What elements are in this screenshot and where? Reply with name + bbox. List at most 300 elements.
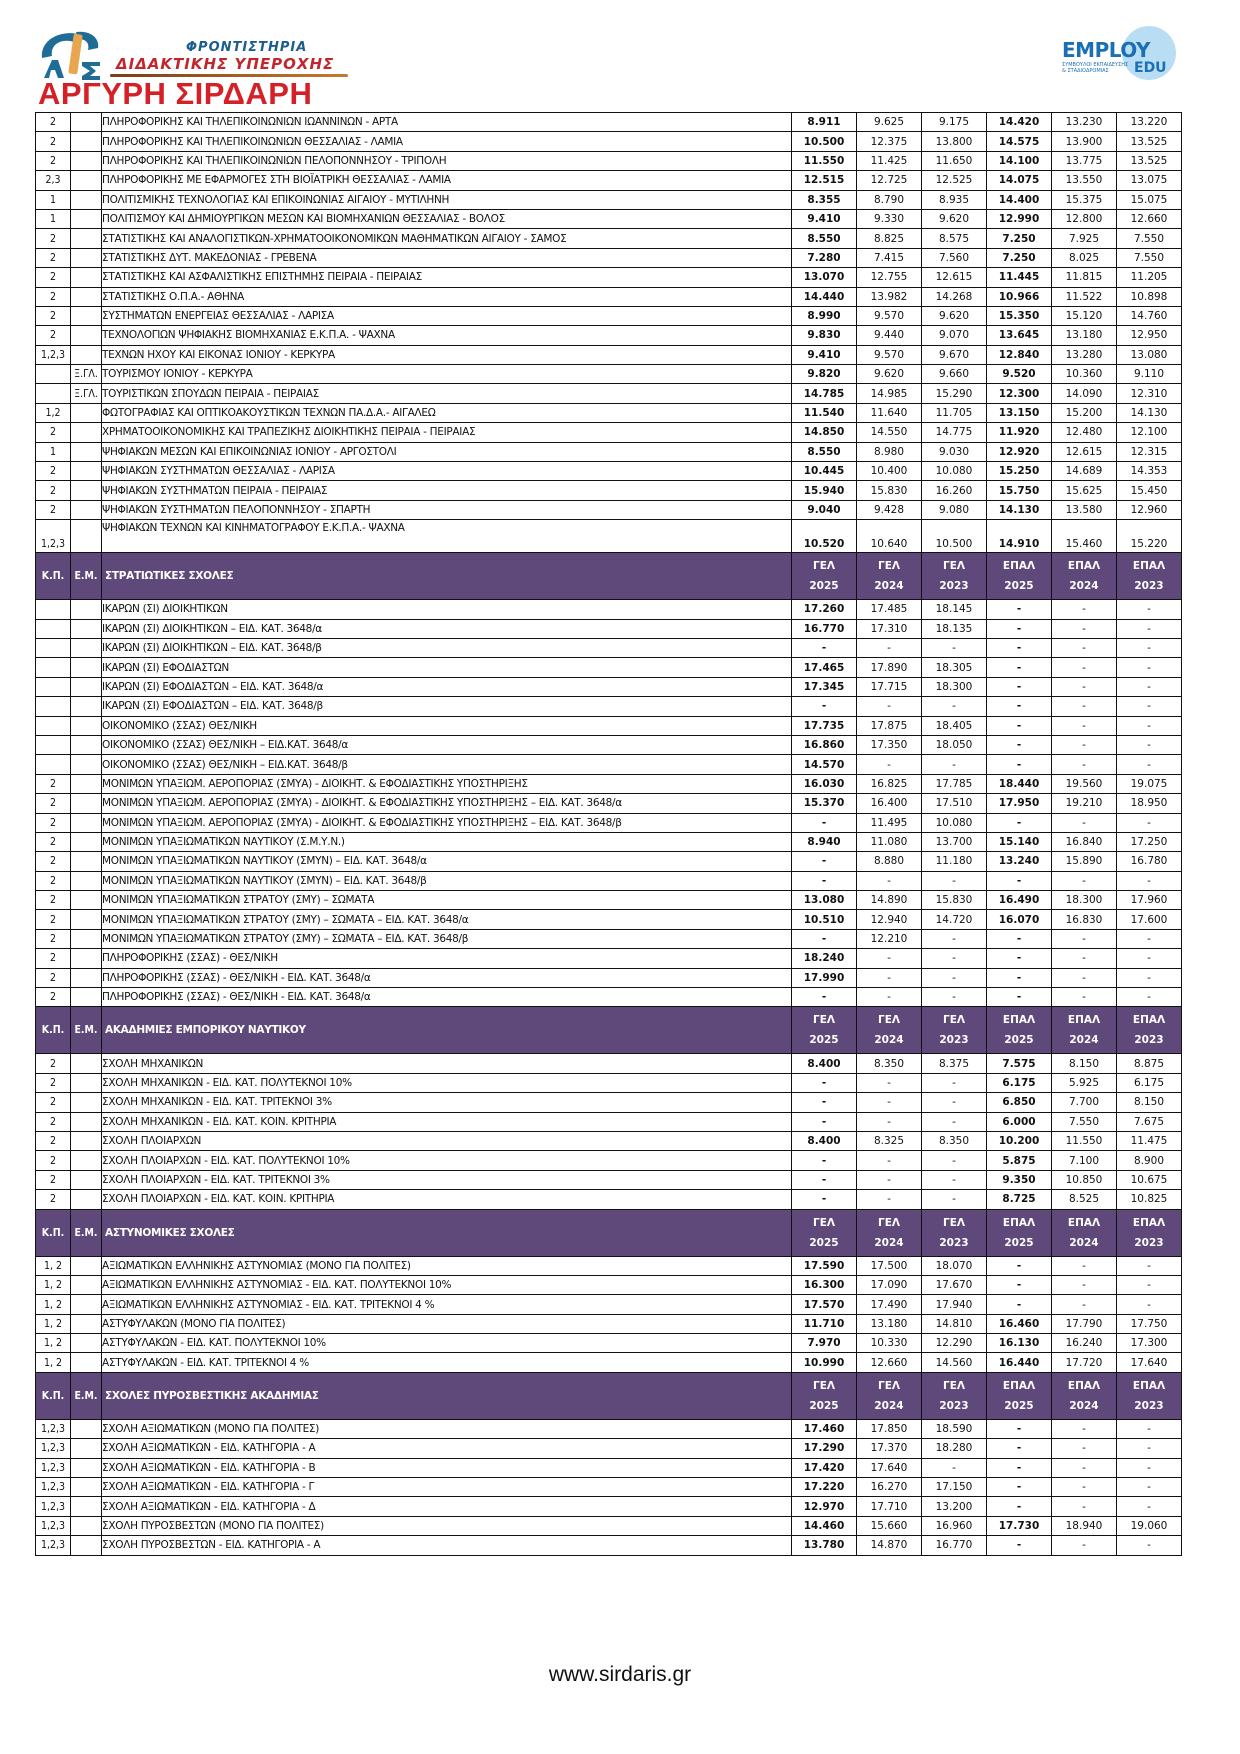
- score-cell: 19.560: [1052, 774, 1117, 793]
- table-row: [36, 1334, 1182, 1353]
- score-cell: 13.280: [1052, 345, 1117, 364]
- score-cell: 17.345: [792, 677, 857, 696]
- score-cell: 11.445: [987, 268, 1052, 287]
- score-cell: -: [922, 755, 987, 774]
- column-header-type: ΓΕΛ: [878, 1379, 900, 1392]
- field-kp-cell: 1: [36, 209, 71, 228]
- score-cell: 8.935: [922, 190, 987, 209]
- score-cell: 18.590: [922, 1419, 987, 1438]
- section-title: ΑΣΤΥΝΟΜΙΚΕΣ ΣΧΟΛΕΣ: [102, 1209, 792, 1256]
- score-cell: -: [1117, 600, 1182, 619]
- score-cell: -: [922, 1093, 987, 1112]
- field-kp-cell: [36, 600, 71, 619]
- score-cell: 15.750: [987, 481, 1052, 500]
- score-cell: 13.200: [922, 1497, 987, 1516]
- score-cell: 14.910: [987, 520, 1052, 553]
- department-name-cell: ΙΚΑΡΩΝ (ΣΙ) ΕΦΟΔΙΑΣΤΩΝ – ΕΙΔ. ΚΑΤ. 3648/β: [102, 697, 792, 716]
- column-header-kp: Κ.Π.: [36, 1209, 71, 1256]
- score-cell: -: [792, 929, 857, 948]
- score-cell: -: [1052, 1439, 1117, 1458]
- score-cell: 18.145: [922, 600, 987, 619]
- special-marker-cell: [71, 345, 102, 364]
- score-cell: 17.250: [1117, 832, 1182, 851]
- score-cell: 17.785: [922, 774, 987, 793]
- field-kp-cell: 1,2: [36, 403, 71, 422]
- footer-website[interactable]: www.sirdaris.gr: [548, 1663, 692, 1686]
- special-marker-cell: [71, 209, 102, 228]
- score-cell: 17.290: [792, 1439, 857, 1458]
- score-cell: 17.310: [857, 619, 922, 638]
- column-header-type: ΕΠΑΛ: [1132, 1379, 1166, 1392]
- score-cell: 8.375: [922, 1054, 987, 1073]
- special-marker-cell: [71, 442, 102, 461]
- score-cell: 10.520: [792, 520, 857, 553]
- department-name-cell: ΟΙΚΟΝΟΜΙΚΟ (ΣΣΑΣ) ΘΕΣ/ΝΙΚΗ – ΕΙΔ.ΚΑΤ. 3648/β: [102, 755, 792, 774]
- score-cell: 9.625: [857, 113, 922, 132]
- score-cell: -: [1117, 1439, 1182, 1458]
- score-cell: 14.353: [1117, 462, 1182, 481]
- score-cell: 10.675: [1117, 1170, 1182, 1189]
- logo-tagline-top: ΦΡΟΝΤΙΣΤΗΡΙΑ: [186, 40, 308, 55]
- department-name-cell: ΣΧΟΛΗ ΠΛΟΙΑΡΧΩΝ: [102, 1131, 792, 1150]
- special-marker-cell: [71, 929, 102, 948]
- score-cell: 5.875: [987, 1151, 1052, 1170]
- field-kp-cell: 2: [36, 306, 71, 325]
- score-cell: 8.575: [922, 229, 987, 248]
- score-cell: 17.350: [857, 735, 922, 754]
- score-cell: 16.240: [1052, 1334, 1117, 1353]
- column-header-type: ΕΠΑΛ: [1002, 1379, 1036, 1392]
- column-header-type: ΓΕΛ: [813, 560, 835, 573]
- score-cell: 15.375: [1052, 190, 1117, 209]
- score-cell: 9.080: [922, 500, 987, 519]
- score-cell: 17.420: [792, 1458, 857, 1477]
- score-cell: -: [857, 755, 922, 774]
- score-cell: 13.525: [1117, 151, 1182, 170]
- score-cell: 17.790: [1052, 1314, 1117, 1333]
- department-name-cell: ΑΞΙΩΜΑΤΙΚΩΝ ΕΛΛΗΝΙΚΗΣ ΑΣΤΥΝΟΜΙΑΣ - ΕΙΔ. ΚΑΤ. ΤΡΙΤΕΚΝΟΙ 4 %: [102, 1295, 792, 1314]
- column-header-year: 2024: [1069, 1236, 1099, 1249]
- score-cell: -: [987, 619, 1052, 638]
- score-cell: 7.700: [1052, 1093, 1117, 1112]
- field-kp-cell: 1: [36, 190, 71, 209]
- field-kp-cell: 2: [36, 871, 71, 890]
- score-cell: 17.485: [857, 600, 922, 619]
- score-cell: 8.875: [1117, 1054, 1182, 1073]
- special-marker-cell: [71, 462, 102, 481]
- score-cell: -: [1052, 697, 1117, 716]
- score-cell: 11.550: [792, 151, 857, 170]
- field-kp-cell: [36, 697, 71, 716]
- score-cell: 16.260: [922, 481, 987, 500]
- field-kp-cell: 2: [36, 1151, 71, 1170]
- score-cell: 9.820: [792, 365, 857, 384]
- score-cell: -: [857, 988, 922, 1007]
- field-kp-cell: 2: [36, 1112, 71, 1131]
- score-cell: 9.030: [922, 442, 987, 461]
- score-cell: 15.120: [1052, 306, 1117, 325]
- table-row: [36, 1353, 1182, 1372]
- department-name-cell: ΙΚΑΡΩΝ (ΣΙ) ΔΙΟΙΚΗΤΙΚΩΝ: [102, 600, 792, 619]
- department-name-cell: ΣΧΟΛΗ ΑΞΙΩΜΑΤΙΚΩΝ - ΕΙΔ. ΚΑΤΗΓΟΡΙΑ - Γ: [102, 1478, 792, 1497]
- department-name-cell: ΙΚΑΡΩΝ (ΣΙ) ΕΦΟΔΙΑΣΤΩΝ – ΕΙΔ. ΚΑΤ. 3648/α: [102, 677, 792, 696]
- special-marker-cell: [71, 1497, 102, 1516]
- field-kp-cell: 2: [36, 774, 71, 793]
- department-name-cell: ΣΤΑΤΙΣΤΙΚΗΣ ΚΑΙ ΑΝΑΛΟΓΙΣΤΙΚΩΝ-ΧΡΗΜΑΤΟΟΙΚΟΝΟΜΙΚΩΝ ΜΑΘΗΜΑΤΙΚΩΝ ΑΙΓΑΙΟΥ - ΣΑΜΟΣ: [102, 229, 792, 248]
- score-cell: -: [792, 638, 857, 657]
- score-cell: 13.550: [1052, 171, 1117, 190]
- score-cell: 14.720: [922, 910, 987, 929]
- score-cell: 13.780: [792, 1536, 857, 1555]
- table-row: [36, 968, 1182, 987]
- field-kp-cell: [36, 384, 71, 403]
- department-name-cell: ΣΤΑΤΙΣΤΙΚΗΣ Ο.Π.Α.- ΑΘΗΝΑ: [102, 287, 792, 306]
- score-cell: 17.875: [857, 716, 922, 735]
- score-cell: -: [922, 929, 987, 948]
- column-header-year: 2024: [874, 1034, 904, 1047]
- score-cell: 13.800: [922, 132, 987, 151]
- department-name-cell: ΠΟΛΙΤΙΣΜΙΚΗΣ ΤΕΧΝΟΛΟΓΙΑΣ ΚΑΙ ΕΠΙΚΟΙΝΩΝΙΑΣ ΑΙΓΑΙΟΥ - ΜΥΤΙΛΗΝΗ: [102, 190, 792, 209]
- score-cell: 12.960: [1117, 500, 1182, 519]
- score-cell: 14.130: [987, 500, 1052, 519]
- field-kp-cell: [36, 365, 71, 384]
- score-cell: 6.850: [987, 1093, 1052, 1112]
- logo-name: ΑΡΓΥΡΗ ΣΙΡΔΑΡΗ: [38, 76, 313, 111]
- score-cell: 16.400: [857, 794, 922, 813]
- column-header-type: ΓΕΛ: [943, 560, 965, 573]
- score-cell: 16.440: [987, 1353, 1052, 1372]
- score-cell: 9.175: [922, 113, 987, 132]
- score-cell: 18.050: [922, 735, 987, 754]
- score-cell: 12.480: [1052, 423, 1117, 442]
- score-cell: 13.230: [1052, 113, 1117, 132]
- special-marker-cell: [71, 697, 102, 716]
- score-cell: 17.220: [792, 1478, 857, 1497]
- score-cell: -: [792, 1073, 857, 1092]
- department-name-cell: ΤΟΥΡΙΣΤΙΚΩΝ ΣΠΟΥΔΩΝ ΠΕΙΡΑΙΑ - ΠΕΙΡΑΙΑΣ: [102, 384, 792, 403]
- column-header-year: 2025: [1004, 1034, 1034, 1047]
- score-cell: -: [987, 1497, 1052, 1516]
- score-cell: 14.985: [857, 384, 922, 403]
- table-row: [36, 520, 1182, 553]
- admission-scores-table: [35, 112, 1182, 1556]
- score-cell: 7.250: [987, 248, 1052, 267]
- column-header-year: 2024: [874, 1399, 904, 1412]
- score-cell: 16.860: [792, 735, 857, 754]
- score-cell: 9.330: [857, 209, 922, 228]
- table-row: [36, 1256, 1182, 1275]
- score-cell: 13.525: [1117, 132, 1182, 151]
- score-cell: -: [922, 1170, 987, 1189]
- department-name-cell: ΠΛΗΡΟΦΟΡΙΚΗΣ (ΣΣΑΣ) - ΘΕΣ/ΝΙΚΗ: [102, 949, 792, 968]
- column-header-value: [792, 1007, 857, 1054]
- table-row: [36, 716, 1182, 735]
- column-header-type: ΓΕΛ: [813, 1014, 835, 1027]
- department-name-cell: ΨΗΦΙΑΚΩΝ ΣΥΣΤΗΜΑΤΩΝ ΠΕΙΡΑΙΑ - ΠΕΙΡΑΙΑΣ: [102, 481, 792, 500]
- score-cell: 18.300: [1052, 891, 1117, 910]
- score-cell: 10.850: [1052, 1170, 1117, 1189]
- field-kp-cell: [36, 619, 71, 638]
- score-cell: -: [857, 638, 922, 657]
- field-kp-cell: 1,2,3: [36, 1439, 71, 1458]
- field-kp-cell: 2: [36, 248, 71, 267]
- department-name-cell: ΣΧΟΛΗ ΑΞΙΩΜΑΤΙΚΩΝ - ΕΙΔ. ΚΑΤΗΓΟΡΙΑ - Α: [102, 1439, 792, 1458]
- column-header-type: ΓΕΛ: [943, 1216, 965, 1229]
- score-cell: 11.640: [857, 403, 922, 422]
- score-cell: 14.420: [987, 113, 1052, 132]
- score-cell: -: [1052, 677, 1117, 696]
- column-header-value: [857, 553, 922, 600]
- score-cell: 18.940: [1052, 1516, 1117, 1535]
- department-name-cell: ΨΗΦΙΑΚΩΝ ΣΥΣΤΗΜΑΤΩΝ ΘΕΣΣΑΛΙΑΣ - ΛΑΡΙΣΑ: [102, 462, 792, 481]
- section-header-row: [36, 1372, 1182, 1419]
- score-cell: -: [1052, 1275, 1117, 1294]
- score-cell: 12.940: [857, 910, 922, 929]
- column-header-type: ΕΠΑΛ: [1067, 1216, 1101, 1229]
- department-name-cell: ΣΤΑΤΙΣΤΙΚΗΣ ΔΥΤ. ΜΑΚΕΔΟΝΙΑΣ - ΓΡΕΒΕΝΑ: [102, 248, 792, 267]
- field-kp-cell: 2: [36, 968, 71, 987]
- score-cell: -: [792, 871, 857, 890]
- table-row: [36, 988, 1182, 1007]
- table-row: [36, 113, 1182, 132]
- score-cell: 15.250: [987, 462, 1052, 481]
- score-cell: -: [987, 1458, 1052, 1477]
- column-header-value: [1052, 1209, 1117, 1256]
- special-marker-cell: [71, 774, 102, 793]
- score-cell: 10.825: [1117, 1190, 1182, 1209]
- score-cell: 10.898: [1117, 287, 1182, 306]
- department-name-cell: ΑΞΙΩΜΑΤΙΚΩΝ ΕΛΛΗΝΙΚΗΣ ΑΣΤΥΝΟΜΙΑΣ - ΕΙΔ. ΚΑΤ. ΠΟΛΥΤΕΚΝΟΙ 10%: [102, 1275, 792, 1294]
- field-kp-cell: 2: [36, 481, 71, 500]
- score-cell: -: [1052, 658, 1117, 677]
- score-cell: 12.315: [1117, 442, 1182, 461]
- column-header-year: 2023: [939, 1236, 969, 1249]
- score-cell: 8.025: [1052, 248, 1117, 267]
- score-cell: -: [1117, 988, 1182, 1007]
- score-cell: 11.815: [1052, 268, 1117, 287]
- score-cell: 14.100: [987, 151, 1052, 170]
- score-cell: 8.325: [857, 1131, 922, 1150]
- score-cell: 9.070: [922, 326, 987, 345]
- score-cell: 17.300: [1117, 1334, 1182, 1353]
- field-kp-cell: 2: [36, 462, 71, 481]
- field-kp-cell: 2: [36, 326, 71, 345]
- column-header-value: [857, 1007, 922, 1054]
- column-header-year: 2025: [1004, 1399, 1034, 1412]
- score-cell: 15.830: [922, 891, 987, 910]
- column-header-year: 2023: [1134, 1399, 1164, 1412]
- column-header-type: ΕΠΑΛ: [1002, 1014, 1036, 1027]
- score-cell: 12.990: [987, 209, 1052, 228]
- score-cell: 15.290: [922, 384, 987, 403]
- column-header-em: Ε.Μ.: [71, 553, 102, 600]
- field-kp-cell: 2: [36, 500, 71, 519]
- column-header-year: 2024: [1069, 1399, 1099, 1412]
- field-kp-cell: 1, 2: [36, 1314, 71, 1333]
- special-marker-cell: [71, 1516, 102, 1535]
- department-name-cell: ΜΟΝΙΜΩΝ ΥΠΑΞΙΩΜΑΤΙΚΩΝ ΝΑΥΤΙΚΟΥ (Σ.Μ.Υ.Ν.): [102, 832, 792, 851]
- field-kp-cell: 2: [36, 852, 71, 871]
- score-cell: 11.540: [792, 403, 857, 422]
- score-cell: 12.300: [987, 384, 1052, 403]
- column-header-em: Ε.Μ.: [71, 1007, 102, 1054]
- score-cell: -: [1052, 1295, 1117, 1314]
- department-name-cell: ΣΤΑΤΙΣΤΙΚΗΣ ΚΑΙ ΑΣΦΑΛΙΣΤΙΚΗΣ ΕΠΙΣΤΗΜΗΣ ΠΕΙΡΑΙΑ - ΠΕΙΡΑΙΑΣ: [102, 268, 792, 287]
- score-cell: 17.710: [857, 1497, 922, 1516]
- column-header-year: 2024: [1069, 580, 1099, 593]
- score-cell: 7.970: [792, 1334, 857, 1353]
- score-cell: 10.200: [987, 1131, 1052, 1150]
- column-header-value: [987, 1372, 1052, 1419]
- field-kp-cell: 2: [36, 988, 71, 1007]
- score-cell: 9.350: [987, 1170, 1052, 1189]
- score-cell: 7.100: [1052, 1151, 1117, 1170]
- score-cell: 7.550: [1052, 1112, 1117, 1131]
- table-row: [36, 697, 1182, 716]
- special-marker-cell: [71, 949, 102, 968]
- score-cell: 12.840: [987, 345, 1052, 364]
- score-cell: 7.550: [1117, 248, 1182, 267]
- score-cell: 17.850: [857, 1419, 922, 1438]
- column-header-value: [1052, 1007, 1117, 1054]
- score-cell: 12.310: [1117, 384, 1182, 403]
- field-kp-cell: 1, 2: [36, 1334, 71, 1353]
- score-cell: 11.495: [857, 813, 922, 832]
- score-cell: -: [987, 988, 1052, 1007]
- table-row: [36, 403, 1182, 422]
- table-row: [36, 209, 1182, 228]
- column-header-value: [792, 1209, 857, 1256]
- special-marker-cell: [71, 171, 102, 190]
- field-kp-cell: 2: [36, 1170, 71, 1189]
- score-cell: -: [987, 735, 1052, 754]
- column-header-type: ΓΕΛ: [878, 1014, 900, 1027]
- score-cell: 16.130: [987, 1334, 1052, 1353]
- score-cell: 12.525: [922, 171, 987, 190]
- score-cell: 9.520: [987, 365, 1052, 384]
- department-name-cell: ΠΟΛΙΤΙΣΜΟΥ ΚΑΙ ΔΗΜΙΟΥΡΓΙΚΩΝ ΜΕΣΩΝ ΚΑΙ ΒΙΟΜΗΧΑΝΙΩΝ ΘΕΣΣΑΛΙΑΣ - ΒΟΛΟΣ: [102, 209, 792, 228]
- column-header-year: 2025: [809, 1034, 839, 1047]
- department-name-cell: ΣΧΟΛΗ ΜΗΧΑΝΙΚΩΝ: [102, 1054, 792, 1073]
- department-name-cell: ΣΧΟΛΗ ΠΥΡΟΣΒΕΣΤΩΝ (ΜΟΝΟ ΓΙΑ ΠΟΛΙΤΕΣ): [102, 1516, 792, 1535]
- score-cell: 13.775: [1052, 151, 1117, 170]
- table-row: [36, 132, 1182, 151]
- score-cell: 15.370: [792, 794, 857, 813]
- score-cell: 7.250: [987, 229, 1052, 248]
- score-cell: 17.750: [1117, 1314, 1182, 1333]
- department-name-cell: ΣΧΟΛΗ ΑΞΙΩΜΑΤΙΚΩΝ - ΕΙΔ. ΚΑΤΗΓΟΡΙΑ - Β: [102, 1458, 792, 1477]
- score-cell: -: [1117, 697, 1182, 716]
- score-cell: 12.920: [987, 442, 1052, 461]
- score-cell: 14.550: [857, 423, 922, 442]
- score-cell: -: [922, 1458, 987, 1477]
- score-cell: 16.270: [857, 1478, 922, 1497]
- score-cell: 14.090: [1052, 384, 1117, 403]
- column-header-year: 2025: [1004, 580, 1034, 593]
- special-marker-cell: [71, 1170, 102, 1189]
- table-row: [36, 891, 1182, 910]
- special-marker-cell: [71, 677, 102, 696]
- score-cell: -: [1117, 1256, 1182, 1275]
- score-cell: 11.180: [922, 852, 987, 871]
- field-kp-cell: 1,2,3: [36, 520, 71, 553]
- table-row: [36, 190, 1182, 209]
- score-cell: -: [792, 1093, 857, 1112]
- special-marker-cell: [71, 306, 102, 325]
- score-cell: 6.175: [987, 1073, 1052, 1092]
- score-cell: 14.890: [857, 891, 922, 910]
- field-kp-cell: 1,2,3: [36, 1497, 71, 1516]
- score-cell: -: [1117, 755, 1182, 774]
- score-cell: 8.150: [1052, 1054, 1117, 1073]
- field-kp-cell: 2: [36, 1093, 71, 1112]
- score-cell: 8.980: [857, 442, 922, 461]
- score-cell: 11.920: [987, 423, 1052, 442]
- section-header-row: [36, 1007, 1182, 1054]
- column-header-type: ΓΕΛ: [813, 1216, 835, 1229]
- score-cell: 13.982: [857, 287, 922, 306]
- score-cell: 10.330: [857, 1334, 922, 1353]
- score-cell: -: [1052, 1497, 1117, 1516]
- score-cell: -: [1117, 1536, 1182, 1555]
- table-row: [36, 306, 1182, 325]
- score-cell: 6.000: [987, 1112, 1052, 1131]
- department-name-cell: ΣΧΟΛΗ ΑΞΙΩΜΑΤΙΚΩΝ (ΜΟΝΟ ΓΙΑ ΠΟΛΙΤΕΣ): [102, 1419, 792, 1438]
- special-marker-cell: [71, 891, 102, 910]
- special-marker-cell: [71, 229, 102, 248]
- department-name-cell: ΣΧΟΛΗ ΠΥΡΟΣΒΕΣΤΩΝ - ΕΙΔ. ΚΑΤΗΓΟΡΙΑ - Α: [102, 1536, 792, 1555]
- special-marker-cell: [71, 151, 102, 170]
- score-cell: 17.730: [987, 1516, 1052, 1535]
- score-cell: 7.280: [792, 248, 857, 267]
- table-row: [36, 442, 1182, 461]
- score-cell: -: [792, 1170, 857, 1189]
- score-cell: 8.550: [792, 442, 857, 461]
- field-kp-cell: 1, 2: [36, 1275, 71, 1294]
- score-cell: -: [922, 1151, 987, 1170]
- special-marker-cell: [71, 1536, 102, 1555]
- score-cell: 9.830: [792, 326, 857, 345]
- table-row: [36, 1131, 1182, 1150]
- section-title: ΣΧΟΛΕΣ ΠΥΡΟΣΒΕΣΤΙΚΗΣ ΑΚΑΔΗΜΙΑΣ: [102, 1372, 792, 1419]
- department-name-cell: ΠΛΗΡΟΦΟΡΙΚΗΣ ΜΕ ΕΦΑΡΜΟΓΕΣ ΣΤΗ ΒΙΟΪΑΤΡΙΚΗ ΘΕΣΣΑΛΙΑΣ - ΛΑΜΙΑ: [102, 171, 792, 190]
- score-cell: 16.070: [987, 910, 1052, 929]
- field-kp-cell: 1: [36, 442, 71, 461]
- table-row: [36, 384, 1182, 403]
- special-marker-cell: [71, 287, 102, 306]
- score-cell: 8.990: [792, 306, 857, 325]
- score-cell: 18.440: [987, 774, 1052, 793]
- field-kp-cell: 2: [36, 1190, 71, 1209]
- table-row: [36, 462, 1182, 481]
- column-header-type: ΓΕΛ: [943, 1379, 965, 1392]
- score-cell: -: [1117, 677, 1182, 696]
- score-cell: 9.620: [857, 365, 922, 384]
- field-kp-cell: 1, 2: [36, 1295, 71, 1314]
- score-cell: 11.550: [1052, 1131, 1117, 1150]
- special-marker-cell: [71, 403, 102, 422]
- score-cell: 17.090: [857, 1275, 922, 1294]
- column-header-year: 2024: [874, 1236, 904, 1249]
- department-name-cell: ΣΧΟΛΗ ΑΞΙΩΜΑΤΙΚΩΝ - ΕΙΔ. ΚΑΤΗΓΟΡΙΑ - Δ: [102, 1497, 792, 1516]
- score-cell: -: [1052, 813, 1117, 832]
- special-marker-cell: [71, 113, 102, 132]
- score-cell: -: [1052, 1458, 1117, 1477]
- department-name-cell: ΑΣΤΥΦΥΛΑΚΩΝ - ΕΙΔ. ΚΑΤ. ΤΡΙΤΕΚΝΟΙ 4 %: [102, 1353, 792, 1372]
- table-row: [36, 832, 1182, 851]
- department-name-cell: ΨΗΦΙΑΚΩΝ ΣΥΣΤΗΜΑΤΩΝ ΠΕΛΟΠΟΝΝΗΣΟΥ - ΣΠΑΡΤΗ: [102, 500, 792, 519]
- column-header-type: ΕΠΑΛ: [1067, 560, 1101, 573]
